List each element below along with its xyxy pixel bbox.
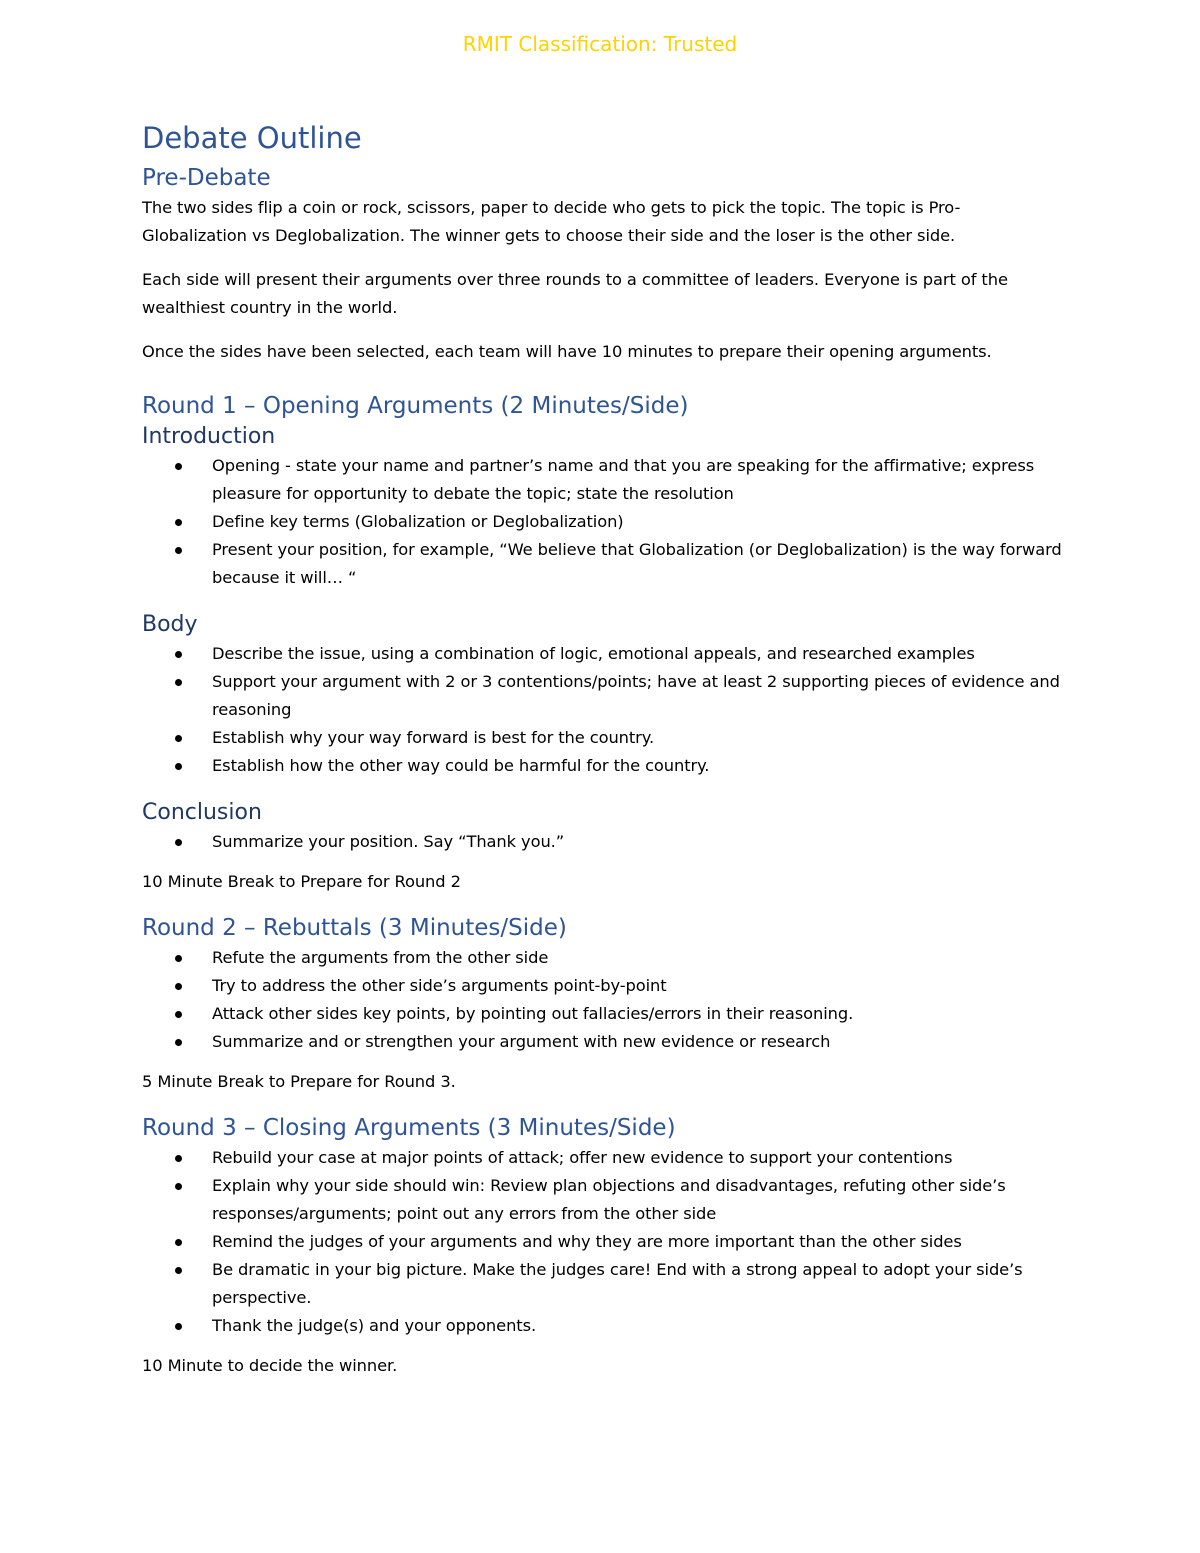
list-item: Opening - state your name and partner’s name and that you are speaking for the affirmative; express pleasure for opportunity to debate the topic; state the resolution [142,452,1062,508]
list-item: Describe the issue, using a combination of logic, emotional appeals, and researched examples [142,640,1062,668]
round-2-list [142,944,1062,1056]
bullet-icon [175,1155,182,1162]
paragraph: Once the sides have been selected, each team will have 10 minutes to prepare their opening arguments. [142,342,992,361]
heading-introduction: Introduction [142,424,276,449]
bullet-icon [175,679,182,686]
paragraph: Each side will present their arguments over three rounds to a committee of leaders. Everyone is part of the wealthiest country in the world. [142,270,1008,317]
list-item: Summarize your position. Say “Thank you.” [142,828,1062,856]
paragraph: The two sides flip a coin or rock, scissors, paper to decide who gets to pick the topic. The topic is Pro-Globalization vs Deglobalization. The winner gets to choose their side and the loser is the other side. [142,198,961,245]
bullet-icon [175,1011,182,1018]
list-item: Refute the arguments from the other side [142,944,1062,972]
list-item: Attack other sides key points, by pointing out fallacies/errors in their reasoning. [142,1000,1062,1028]
bullet-icon [175,463,182,470]
document-body [142,118,1062,1396]
list-item: Thank the judge(s) and your opponents. [142,1312,1062,1340]
list-item: Support your argument with 2 or 3 contentions/points; have at least 2 supporting pieces of evidence and reasoning [142,668,1062,724]
list-item: Be dramatic in your big picture. Make the judges care! End with a strong appeal to adopt your side’s perspective. [142,1256,1062,1312]
heading-conclusion: Conclusion [142,800,262,825]
bullet-icon [175,1039,182,1046]
heading-round-2: Round 2 – Rebuttals (3 Minutes/Side) [142,915,567,941]
list-item: Explain why your side should win: Review plan objections and disadvantages, refuting other side’s responses/arguments; point out any errors from the other side [142,1172,1062,1228]
conclusion-list [142,828,1062,856]
final-note: 10 Minute to decide the winner. [142,1356,398,1375]
list-item: Rebuild your case at major points of attack; offer new evidence to support your contentions [142,1144,1062,1172]
list-item: Present your position, for example, “We believe that Globalization (or Deglobalization) is the way forward because it will… “ [142,536,1062,592]
list-item: Define key terms (Globalization or Deglobalization) [142,508,1062,536]
list-item: Establish how the other way could be harmful for the country. [142,752,1062,780]
list-item: Try to address the other side’s arguments point-by-point [142,972,1062,1000]
bullet-icon [175,763,182,770]
bullet-icon [175,983,182,990]
classification-header: RMIT Classification: Trusted [462,32,738,56]
bullet-icon [175,1183,182,1190]
bullet-icon [175,839,182,846]
body-list [142,640,1062,780]
introduction-list [142,452,1062,592]
heading-round-3: Round 3 – Closing Arguments (3 Minutes/Side) [142,1115,676,1141]
bullet-icon [175,1323,182,1330]
heading-pre-debate: Pre-Debate [142,165,271,191]
document-title: Debate Outline [142,121,362,155]
bullet-icon [175,1267,182,1274]
bullet-icon [175,955,182,962]
list-item: Remind the judges of your arguments and why they are more important than the other sides [142,1228,1062,1256]
bullet-icon [175,547,182,554]
bullet-icon [175,735,182,742]
bullet-icon [175,1239,182,1246]
heading-round-1: Round 1 – Opening Arguments (2 Minutes/Side) [142,393,689,419]
bullet-icon [175,519,182,526]
list-item: Summarize and or strengthen your argument with new evidence or research [142,1028,1062,1056]
break-note-round-2: 10 Minute Break to Prepare for Round 2 [142,872,461,891]
heading-body: Body [142,612,198,637]
list-item: Establish why your way forward is best for the country. [142,724,1062,752]
round-3-list [142,1144,1062,1340]
break-note-round-3: 5 Minute Break to Prepare for Round 3. [142,1072,456,1091]
bullet-icon [175,651,182,658]
